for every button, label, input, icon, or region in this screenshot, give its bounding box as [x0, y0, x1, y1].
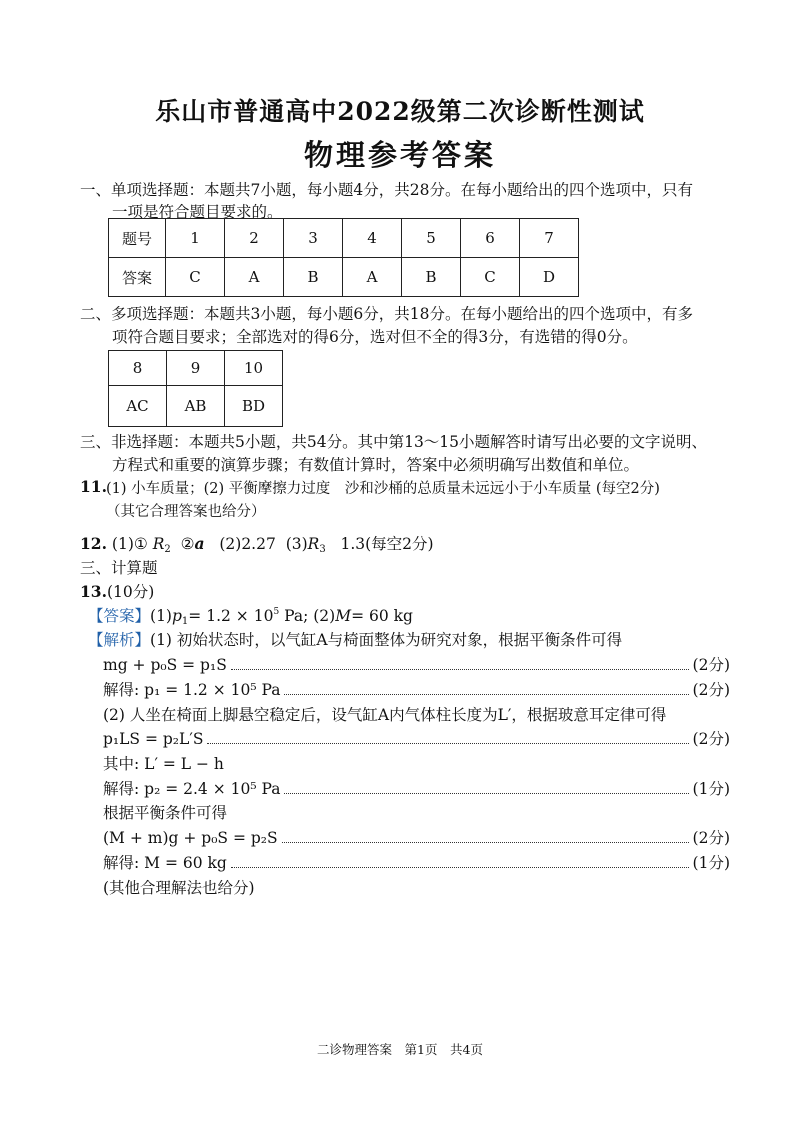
- document-subtitle: 物理参考答案: [303, 138, 496, 172]
- section3-instructions-line1: 三、非选择题：本题共5小题，共54分。其中第13～15小题解答时请写出必要的文字说明、: [80, 433, 708, 451]
- equation-row: [103, 653, 730, 675]
- answer-cell: A: [343, 258, 402, 297]
- q13-answer-line: [88, 604, 413, 627]
- q13-number: 13.: [80, 582, 107, 601]
- answer-p-symbol: p: [171, 607, 182, 625]
- table-row: [109, 351, 283, 386]
- equation: 解得: p₁ = 1.2 × 10⁵ Pa: [103, 681, 281, 699]
- q12-circle1: ①: [133, 535, 148, 553]
- q12-number: 12.: [80, 534, 107, 553]
- answer-m-symbol: M: [335, 607, 352, 625]
- answer-cell: A: [225, 258, 284, 297]
- answer-p-exp: 5: [273, 607, 280, 617]
- q12-part3-label: (3): [285, 535, 308, 553]
- q12-answer: [80, 532, 434, 555]
- question-number-cell: 9: [167, 351, 225, 386]
- dot-leader: [284, 792, 688, 794]
- analysis-text: (1) 初始状态时，以气缸A与椅面整体为研究对象，根据平衡条件可得: [150, 631, 623, 649]
- answer-unit: Pa; (2): [279, 607, 336, 625]
- dot-leader: [207, 742, 688, 744]
- q12-r2: R: [152, 535, 165, 553]
- q12-part1-label: (1): [111, 535, 134, 553]
- analysis-tag: 【解析】: [88, 631, 151, 649]
- dot-leader: [282, 841, 689, 843]
- dot-leader: [231, 866, 689, 868]
- section2-instructions-line1: 二、多项选择题：本题共3小题，每小题6分，共18分。在每小题给出的四个选项中，有多: [80, 305, 693, 323]
- question-number-cell: 2: [225, 219, 284, 258]
- score: (2分): [692, 730, 730, 748]
- equation-row: [103, 727, 730, 749]
- table-row: [109, 386, 283, 427]
- equation: (M + m)g + p₀S = p₂S: [103, 829, 278, 847]
- q12-circle2: ②: [180, 535, 195, 553]
- table-header-cell: 答案: [109, 258, 166, 297]
- question-number-cell: 4: [343, 219, 402, 258]
- section1-instructions-line1: 一、单项选择题：本题共7小题，每小题4分，共28分。在每小题给出的四个选项中，只有: [80, 181, 693, 199]
- equation: 其中: L′ = L − h: [103, 755, 224, 773]
- score: (1分): [692, 780, 730, 798]
- answer-m-value: = 60 kg: [351, 607, 413, 625]
- answer-p-value: = 1.2 × 10: [188, 607, 274, 625]
- dot-leader: [284, 693, 688, 695]
- answer-cell: B: [284, 258, 343, 297]
- multi-choice-answer-table: [108, 350, 283, 427]
- q12-part2: (2)2.27: [219, 535, 276, 553]
- equation: 解得: M = 60 kg: [103, 854, 227, 872]
- answer-cell: AC: [109, 386, 167, 427]
- q13-points: (10分): [106, 583, 155, 601]
- equation-row: [103, 851, 730, 873]
- answer-cell: AB: [167, 386, 225, 427]
- section2-instructions-line2: 项符合题目要求；全部选对的得6分，选对但不全的得3分，有选错的得0分。: [112, 328, 638, 346]
- section3-instructions-line2: 方程式和重要的演算步骤；有数值计算时，答案中必须明确写出数值和单位。: [112, 456, 640, 474]
- q11-number: 11.: [80, 477, 107, 496]
- answer-p-sub: 1: [181, 616, 189, 627]
- q12-a: a: [194, 534, 205, 553]
- document-title: 乐山市普通高中2022级第二次诊断性测试: [155, 97, 645, 126]
- q12-r3: R: [307, 535, 320, 553]
- score: (2分): [692, 656, 730, 674]
- answer-tag: 【答案】: [88, 607, 151, 625]
- q12-r3-sub: 3: [319, 544, 326, 555]
- q13-heading: [80, 580, 154, 602]
- table-header-cell: 题号: [109, 219, 166, 258]
- section1-instructions-line2: 一项是符合题目要求的。: [112, 203, 283, 221]
- q13-analysis-line1: [88, 628, 622, 650]
- question-number-cell: 6: [461, 219, 520, 258]
- equation-row: [103, 678, 730, 700]
- score: (2分): [692, 829, 730, 847]
- q12-tail: 1.3(每空2分): [340, 535, 434, 553]
- equation: 解得: p₂ = 2.4 × 10⁵ Pa: [103, 780, 281, 798]
- q11-answer-line1: (1) 小车质量；(2) 平衡摩擦力过度 沙和沙桶的总质量未远远小于小车质量 (每空2分): [106, 481, 660, 497]
- q13-balance-text: 根据平衡条件可得: [103, 804, 228, 822]
- answer-part1-label: (1): [150, 607, 172, 625]
- question-number-cell: 3: [284, 219, 343, 258]
- single-choice-answer-table: [108, 218, 579, 297]
- question-number-cell: 8: [109, 351, 167, 386]
- equation: mg + p₀S = p₁S: [103, 656, 227, 674]
- q12-r2-sub: 2: [164, 544, 171, 555]
- score: (1分): [692, 854, 730, 872]
- answer-cell: D: [520, 258, 579, 297]
- page-footer: 二诊物理答案 第1页 共4页: [317, 1042, 483, 1057]
- question-number-cell: 7: [520, 219, 579, 258]
- q11-answer-line2: （其它合理答案也给分）: [106, 504, 266, 520]
- table-row: [109, 219, 579, 258]
- question-number-cell: 5: [402, 219, 461, 258]
- dot-leader: [231, 668, 689, 670]
- q13-note: (其他合理解法也给分): [103, 879, 255, 897]
- calc-heading: 三、计算题: [80, 559, 158, 577]
- equation: p₁LS = p₂L′S: [103, 730, 204, 748]
- answer-cell: BD: [225, 386, 283, 427]
- answer-cell: B: [402, 258, 461, 297]
- question-number-cell: 1: [166, 219, 225, 258]
- answer-cell: C: [166, 258, 225, 297]
- equation-row: [103, 826, 730, 848]
- equation-row: [103, 777, 730, 799]
- question-number-cell: 10: [225, 351, 283, 386]
- answer-cell: C: [461, 258, 520, 297]
- score: (2分): [692, 681, 730, 699]
- q13-part2-text: (2) 人坐在椅面上脚悬空稳定后，设气缸A内气体柱长度为L′，根据玻意耳定律可得: [103, 706, 667, 724]
- table-row: [109, 258, 579, 297]
